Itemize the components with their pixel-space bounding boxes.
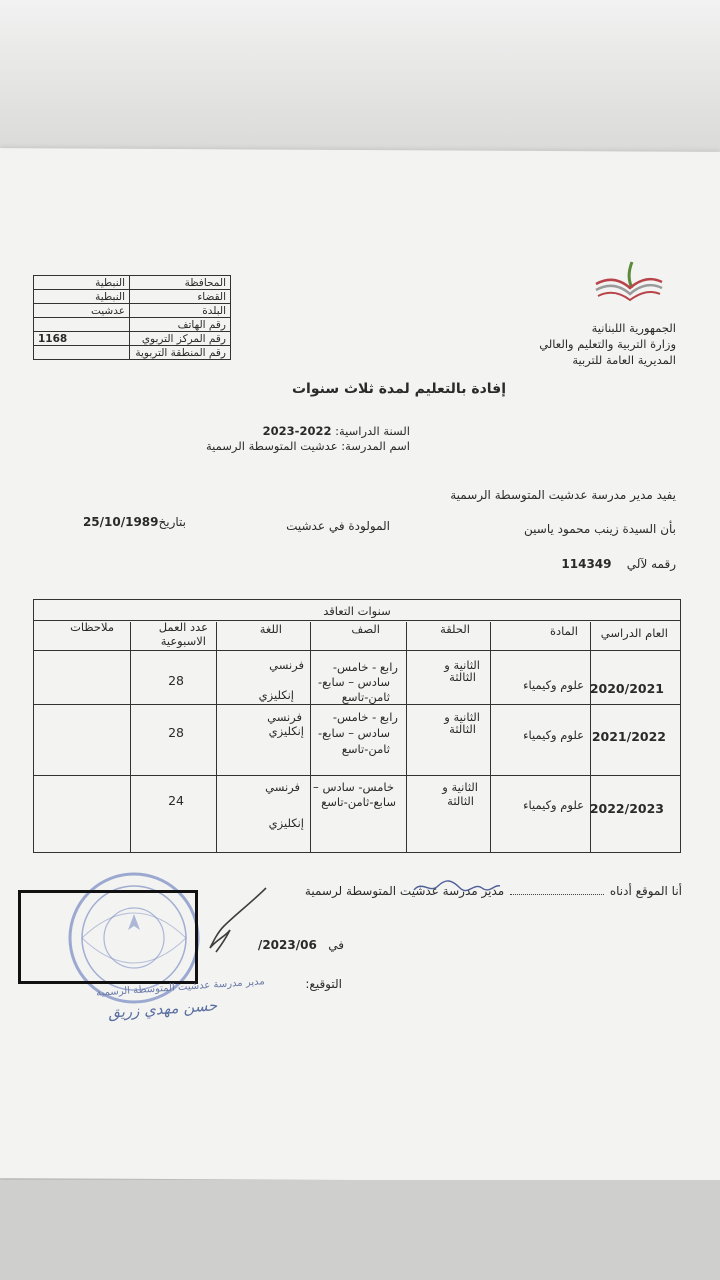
footer-signer-suffix: مدير مدرسة عدشيت المتوسطة لرسمية bbox=[304, 884, 505, 898]
info-row bbox=[34, 290, 231, 304]
body-born: المولودة في عدشيت bbox=[286, 519, 390, 533]
info-row bbox=[34, 332, 231, 346]
row-1-lang-2: إنكليزي bbox=[258, 688, 294, 702]
header-hours-2: الاسبوعية bbox=[160, 634, 206, 648]
photo-background-bottom bbox=[0, 1180, 720, 1280]
table-divider bbox=[34, 620, 680, 621]
signature-icon bbox=[196, 886, 270, 956]
info-value bbox=[34, 318, 130, 332]
info-label: رقم الهاتف bbox=[130, 318, 231, 332]
table-caption: سنوات التعاقد bbox=[323, 604, 391, 618]
row-3-cycle-1: الثانية و bbox=[442, 780, 478, 794]
info-label: رقم المنطقة التربوية bbox=[130, 346, 231, 360]
body-id-label: رقمه لآلي bbox=[626, 557, 676, 571]
row-2-cycle-1: الثانية و bbox=[444, 710, 480, 724]
info-label: رقم المركز التربوي bbox=[130, 332, 231, 346]
row-2-lang-1: فرنسي bbox=[267, 710, 302, 724]
body-id-value: 114349 bbox=[561, 557, 612, 571]
school-year-line bbox=[263, 424, 410, 438]
info-label: المحافظة bbox=[130, 276, 231, 290]
stamp-title: مدير مدرسة عدشيت المتوسطة الرسمية bbox=[95, 976, 266, 999]
table-divider bbox=[216, 622, 217, 852]
table-divider bbox=[406, 622, 407, 852]
row-2-cycle-2: الثالثة bbox=[449, 722, 476, 736]
row-3-grade-2: سابع-ثامن-تاسع bbox=[321, 795, 396, 809]
header-notes: ملاحظات bbox=[70, 620, 114, 634]
row-1-cycle-1: الثانية و bbox=[444, 658, 480, 672]
row-3-cycle-2: الثالثة bbox=[447, 794, 474, 808]
document-title: إفادة بالتعليم لمدة ثلاث سنوات bbox=[291, 381, 506, 397]
header-year: العام الدراسي bbox=[600, 626, 668, 640]
table-divider bbox=[310, 622, 311, 852]
info-value: 1168 bbox=[34, 332, 130, 346]
school-name-label: اسم المدرسة: bbox=[341, 439, 410, 453]
row-3-lang-2: إنكليزي bbox=[268, 816, 304, 830]
row-1-year: 2020/2021 bbox=[589, 681, 664, 696]
school-name-line bbox=[206, 439, 410, 453]
info-row bbox=[34, 304, 231, 318]
row-2-subject: علوم وكيمياء bbox=[523, 728, 584, 742]
school-year-value: 2022-2023 bbox=[262, 424, 332, 438]
info-label: القضاء bbox=[130, 290, 231, 304]
footer-date-value: 2023/06/ bbox=[257, 938, 317, 952]
row-1-grade-2: سادس – سابع- bbox=[318, 675, 390, 689]
info-value: عدشيت bbox=[34, 304, 130, 318]
row-1-lang-1: فرنسي bbox=[269, 658, 304, 672]
header-republic: الجمهورية اللبنانية bbox=[591, 321, 676, 335]
table-divider bbox=[490, 622, 491, 852]
row-2-year: 2021/2022 bbox=[591, 729, 666, 744]
body-line-1: يفيد مدير مدرسة عدشيت المتوسطة الرسمية bbox=[450, 488, 676, 502]
row-2-grade-2: سادس – سابع- bbox=[318, 726, 390, 740]
info-row bbox=[34, 318, 231, 332]
row-1-grade-3: ثامن-تاسع bbox=[341, 690, 390, 704]
ministry-logo-icon bbox=[592, 258, 664, 304]
school-name-value: عدشيت المتوسطة الرسمية bbox=[206, 439, 338, 453]
info-value: النبطية bbox=[34, 290, 130, 304]
row-3-subject: علوم وكيمياء bbox=[523, 798, 584, 812]
header-hours-1: عدد العمل bbox=[158, 620, 208, 634]
row-1-cycle-2: الثالثة bbox=[449, 670, 476, 684]
body-date-line bbox=[83, 515, 186, 529]
info-value: النبطية bbox=[34, 276, 130, 290]
body-id-line bbox=[561, 557, 676, 571]
header-language: اللغة bbox=[259, 622, 282, 636]
footer-signature-label: التوقيع: bbox=[305, 977, 342, 991]
footer-signer-blank bbox=[510, 894, 604, 895]
row-1-grade-1: رابع - خامس- bbox=[332, 660, 398, 674]
contract-years-table bbox=[33, 599, 681, 853]
info-label: البلدة bbox=[130, 304, 231, 318]
stamp-name: حسن مهدي زريق bbox=[107, 996, 218, 1022]
info-value bbox=[34, 346, 130, 360]
row-2-grade-1: رابع - خامس- bbox=[332, 710, 398, 724]
handwritten-name-icon bbox=[412, 874, 502, 898]
photo-background-top bbox=[0, 0, 720, 160]
row-2-hours: 28 bbox=[168, 725, 184, 740]
redaction-box bbox=[18, 890, 198, 984]
footer-signer-prefix: أنا الموقع أدناه bbox=[609, 884, 682, 898]
body-date-value: 25/10/1989 bbox=[82, 515, 159, 529]
header-cycle: الحلقة bbox=[440, 622, 470, 636]
info-row bbox=[34, 276, 231, 290]
row-3-grade-1: خامس- سادس – bbox=[313, 780, 394, 794]
row-3-year: 2022/2023 bbox=[589, 801, 664, 816]
header-directorate: المديرية العامة للتربية bbox=[572, 353, 676, 367]
body-date-label: بتاريخ bbox=[158, 515, 186, 529]
row-3-lang-1: فرنسي bbox=[265, 780, 300, 794]
row-1-subject: علوم وكيمياء bbox=[523, 678, 584, 692]
info-table bbox=[33, 275, 231, 360]
info-row bbox=[34, 346, 231, 360]
footer-date-line bbox=[258, 938, 344, 952]
table-divider bbox=[130, 622, 131, 852]
row-2-lang-2: إنكليزي bbox=[268, 724, 304, 738]
header-grade: الصف bbox=[351, 622, 380, 636]
body-line-2: بأن السيدة زينب محمود ياسين bbox=[524, 522, 676, 536]
header-subject: المادة bbox=[550, 624, 578, 638]
school-year-label: السنة الدراسية: bbox=[335, 424, 410, 438]
row-3-hours: 24 bbox=[168, 793, 184, 808]
header-ministry: وزارة التربية والتعليم والعالي bbox=[539, 337, 676, 351]
row-2-grade-3: ثامن-تاسع bbox=[341, 742, 390, 756]
table-divider bbox=[590, 622, 591, 852]
row-1-hours: 28 bbox=[168, 673, 184, 688]
footer-date-prefix: في bbox=[328, 938, 344, 952]
